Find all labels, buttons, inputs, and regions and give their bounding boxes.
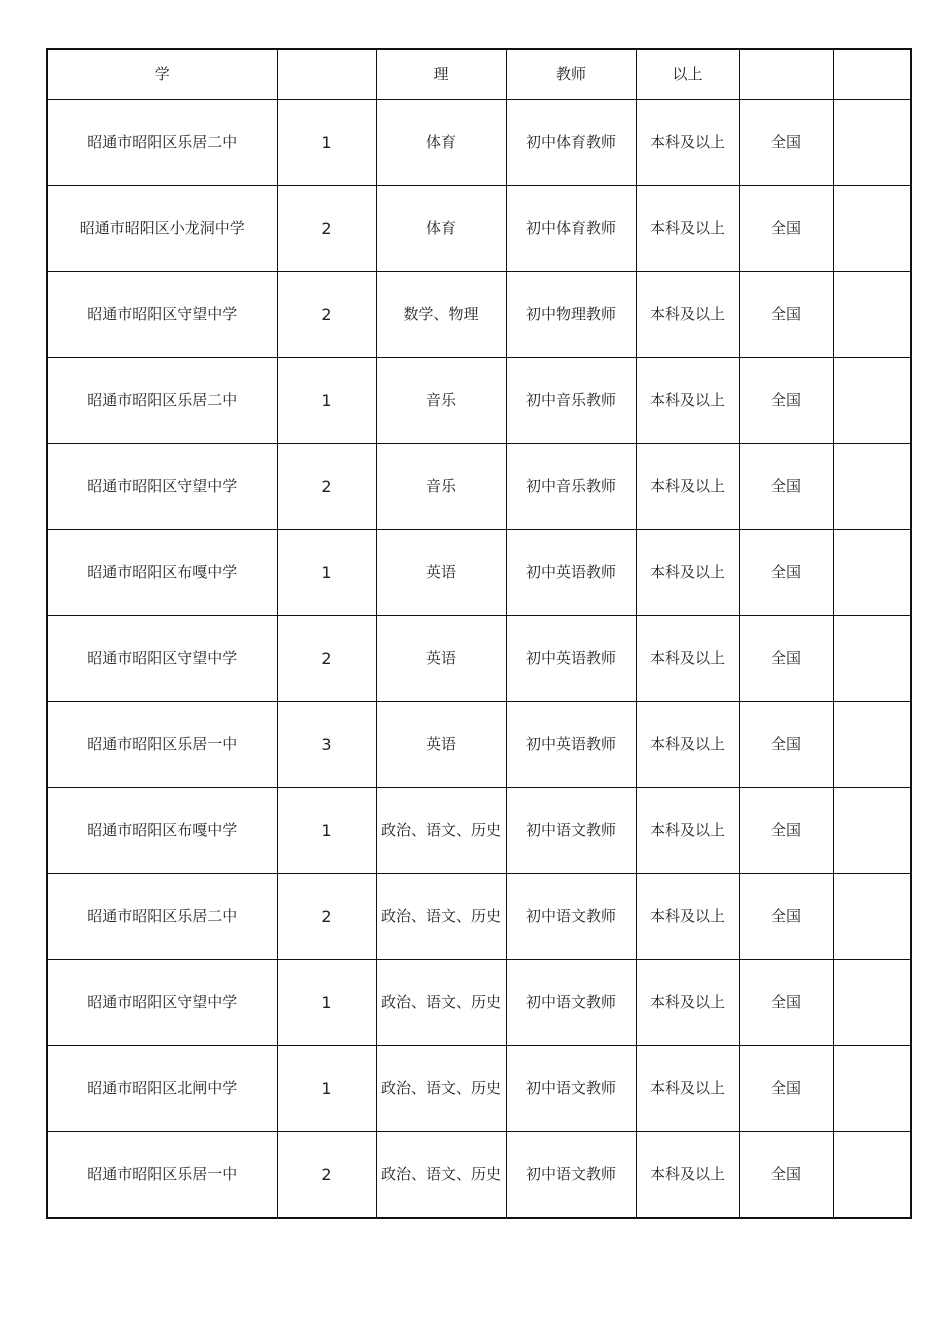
table-row (47, 530, 911, 616)
cell-position: 初中语文教师 (506, 1132, 636, 1219)
cell-education: 本科及以上 (636, 272, 739, 358)
cell-school: 昭通市昭阳区小龙洞中学 (47, 186, 277, 272)
table-row (47, 788, 911, 874)
cell-region: 全国 (739, 186, 833, 272)
cell-position: 初中语文教师 (506, 1046, 636, 1132)
cell-region: 全国 (739, 702, 833, 788)
cell-count: 2 (277, 444, 376, 530)
cell-school: 昭通市昭阳区守望中学 (47, 272, 277, 358)
cell-position: 初中英语教师 (506, 616, 636, 702)
cell-education: 本科及以上 (636, 1046, 739, 1132)
cell-school: 昭通市昭阳区布嘎中学 (47, 530, 277, 616)
cell-education: 本科及以上 (636, 788, 739, 874)
cell-notes (833, 49, 911, 100)
cell-subject: 英语 (376, 616, 506, 702)
cell-education: 本科及以上 (636, 960, 739, 1046)
cell-notes (833, 874, 911, 960)
cell-region: 全国 (739, 444, 833, 530)
table-row (47, 444, 911, 530)
cell-position: 教师 (506, 49, 636, 100)
cell-subject: 政治、语文、历史 (376, 960, 506, 1046)
table-row (47, 272, 911, 358)
recruitment-table (46, 48, 912, 1219)
cell-school: 昭通市昭阳区乐居二中 (47, 358, 277, 444)
cell-position: 初中音乐教师 (506, 444, 636, 530)
cell-notes (833, 616, 911, 702)
table-row (47, 1132, 911, 1219)
cell-school: 昭通市昭阳区乐居一中 (47, 702, 277, 788)
cell-school: 昭通市昭阳区乐居二中 (47, 874, 277, 960)
cell-education: 本科及以上 (636, 616, 739, 702)
cell-count: 1 (277, 358, 376, 444)
table-row-continued (47, 49, 911, 100)
cell-education: 本科及以上 (636, 1132, 739, 1219)
cell-subject: 政治、语文、历史 (376, 874, 506, 960)
cell-education: 本科及以上 (636, 702, 739, 788)
cell-subject: 音乐 (376, 444, 506, 530)
cell-position: 初中体育教师 (506, 186, 636, 272)
table-row (47, 874, 911, 960)
table-row (47, 186, 911, 272)
cell-position: 初中音乐教师 (506, 358, 636, 444)
cell-count: 2 (277, 1132, 376, 1219)
cell-notes (833, 960, 911, 1046)
cell-position: 初中物理教师 (506, 272, 636, 358)
cell-position: 初中体育教师 (506, 100, 636, 186)
cell-count: 1 (277, 530, 376, 616)
cell-education: 本科及以上 (636, 186, 739, 272)
cell-region: 全国 (739, 1046, 833, 1132)
cell-region: 全国 (739, 788, 833, 874)
document-page (46, 48, 910, 1219)
cell-subject: 英语 (376, 702, 506, 788)
table-row (47, 1046, 911, 1132)
cell-notes (833, 702, 911, 788)
cell-position: 初中语文教师 (506, 874, 636, 960)
cell-school: 昭通市昭阳区守望中学 (47, 444, 277, 530)
table-row (47, 960, 911, 1046)
cell-notes (833, 530, 911, 616)
cell-notes (833, 100, 911, 186)
table-body (47, 49, 911, 1218)
cell-count: 1 (277, 1046, 376, 1132)
table-row (47, 358, 911, 444)
cell-notes (833, 272, 911, 358)
cell-region: 全国 (739, 358, 833, 444)
cell-notes (833, 1046, 911, 1132)
cell-count: 3 (277, 702, 376, 788)
cell-region: 全国 (739, 1132, 833, 1219)
cell-count (277, 49, 376, 100)
cell-subject: 政治、语文、历史 (376, 1046, 506, 1132)
cell-count: 1 (277, 960, 376, 1046)
cell-education: 以上 (636, 49, 739, 100)
cell-school: 昭通市昭阳区守望中学 (47, 616, 277, 702)
cell-school: 昭通市昭阳区乐居二中 (47, 100, 277, 186)
cell-school: 昭通市昭阳区布嘎中学 (47, 788, 277, 874)
cell-region: 全国 (739, 100, 833, 186)
cell-subject: 音乐 (376, 358, 506, 444)
cell-region: 全国 (739, 616, 833, 702)
cell-education: 本科及以上 (636, 874, 739, 960)
cell-position: 初中英语教师 (506, 702, 636, 788)
cell-count: 2 (277, 186, 376, 272)
cell-school: 学 (47, 49, 277, 100)
cell-school: 昭通市昭阳区北闸中学 (47, 1046, 277, 1132)
table-row (47, 702, 911, 788)
cell-education: 本科及以上 (636, 358, 739, 444)
cell-position: 初中语文教师 (506, 960, 636, 1046)
cell-notes (833, 1132, 911, 1219)
cell-subject: 体育 (376, 186, 506, 272)
cell-count: 2 (277, 616, 376, 702)
cell-region: 全国 (739, 272, 833, 358)
cell-count: 1 (277, 788, 376, 874)
cell-subject: 体育 (376, 100, 506, 186)
cell-notes (833, 186, 911, 272)
cell-count: 2 (277, 874, 376, 960)
cell-region: 全国 (739, 530, 833, 616)
table-row (47, 100, 911, 186)
cell-subject: 理 (376, 49, 506, 100)
cell-school: 昭通市昭阳区乐居一中 (47, 1132, 277, 1219)
cell-subject: 数学、物理 (376, 272, 506, 358)
cell-count: 2 (277, 272, 376, 358)
table-row (47, 616, 911, 702)
cell-subject: 政治、语文、历史 (376, 1132, 506, 1219)
cell-school: 昭通市昭阳区守望中学 (47, 960, 277, 1046)
cell-position: 初中语文教师 (506, 788, 636, 874)
cell-notes (833, 358, 911, 444)
cell-subject: 政治、语文、历史 (376, 788, 506, 874)
cell-education: 本科及以上 (636, 444, 739, 530)
cell-notes (833, 788, 911, 874)
cell-education: 本科及以上 (636, 100, 739, 186)
cell-education: 本科及以上 (636, 530, 739, 616)
cell-region: 全国 (739, 960, 833, 1046)
cell-region (739, 49, 833, 100)
cell-notes (833, 444, 911, 530)
cell-position: 初中英语教师 (506, 530, 636, 616)
cell-count: 1 (277, 100, 376, 186)
cell-subject: 英语 (376, 530, 506, 616)
cell-region: 全国 (739, 874, 833, 960)
